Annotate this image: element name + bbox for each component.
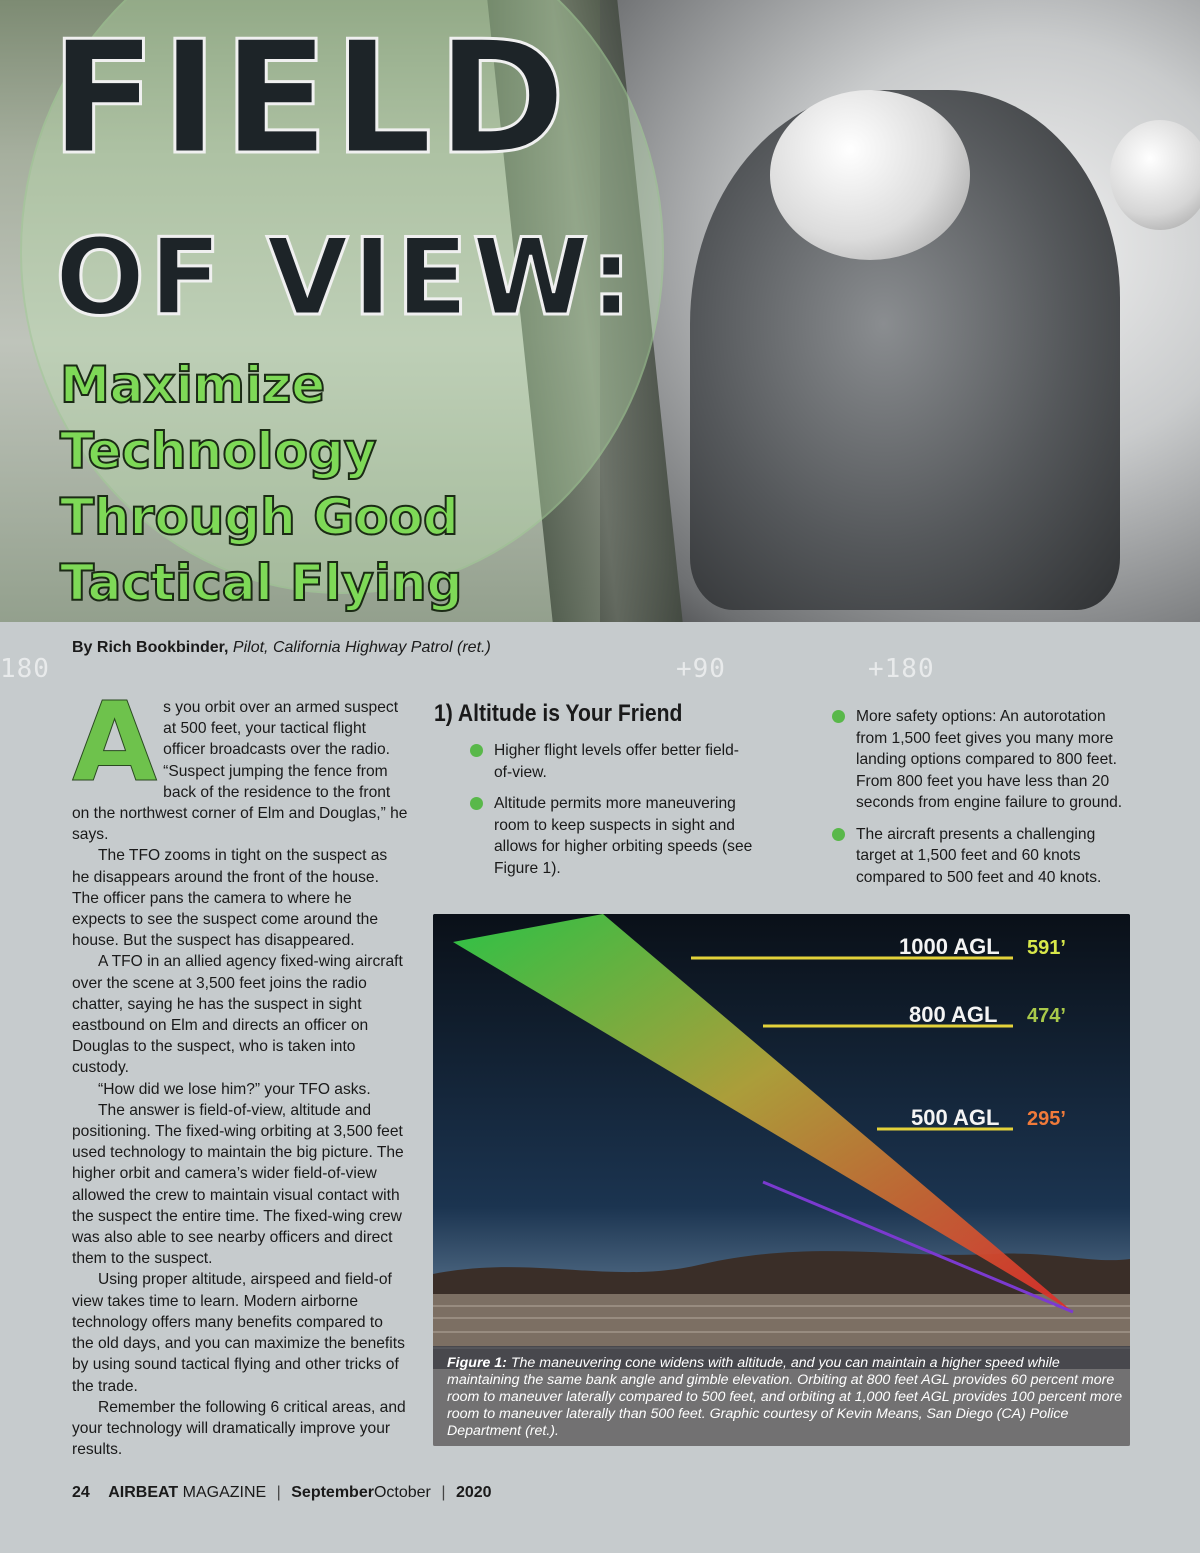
paragraph: A TFO in an allied agency fixed-wing aircraft over the scene at 3,500 feet joins the radio chatter, saying he has the suspect in sight eastbound on Elm and directs an officer on Douglas to the suspect, who is taken into custody. — [72, 953, 403, 1077]
byline — [72, 639, 491, 657]
paragraph: “How did we lose him?” your TFO asks. — [98, 1080, 371, 1098]
bullet-list-col2 — [470, 740, 755, 889]
paragraph: Using proper altitude, airspeed and field-of view takes time to learn. Modern airborne technology offers many benefits compared to the old days, and you can maximize the benefits by using sound tactical flying and other tricks of the trade. — [72, 1271, 405, 1395]
paragraph: Remember the following 6 critical areas, and your technology will dramatically improve your results. — [72, 1398, 406, 1459]
issue-month: October — [373, 1484, 431, 1501]
magazine-suffix: MAGAZINE — [182, 1484, 267, 1501]
magazine-brand: AIRBEAT — [108, 1484, 179, 1501]
figure-label-800: 800 AGL — [909, 1002, 998, 1027]
figure-caption — [447, 1355, 1123, 1440]
title-line-2: OF VIEW: — [55, 216, 637, 339]
caption-text: The maneuvering cone widens with altitude, and you can maintain a higher speed while maintaining the same bank angle and gimble elevation. Orbiting at 800 feet AGL provides 60 percent more room to maneuver laterally compared to 500 feet, and orbiting at 1,000 feet AGL provides 100 percent more room to maneuver laterally than 500 feet. Graphic courtesy of Kevin Means, San Diego (CA) Police Department (ret.). — [447, 1355, 1123, 1439]
subtitle — [60, 352, 640, 616]
author-role: Pilot, California Highway Patrol (ret.) — [232, 639, 491, 656]
hero-banner — [0, 0, 1200, 622]
article-body — [72, 678, 408, 1460]
bullet-item: Higher flight levels offer better field-of-view. — [470, 740, 755, 783]
paragraph: The TFO zooms in tight on the suspect as he disappears around the front of the house. The officer pans the camera to where he expects to see the suspect come around the house. But the suspect has disappeared. — [72, 847, 388, 950]
figure-value-500: 295’ — [1027, 1108, 1066, 1130]
subtitle-line-1: Maximize Technology — [60, 356, 377, 480]
author-name: By Rich Bookbinder, — [72, 639, 229, 656]
page-footer — [72, 1484, 492, 1502]
bullet-item: More safety options: An autorotation from 1,500 feet gives you many more landing options compared to 800 feet. From 800 feet you have less than 20 seconds from engine failure to ground. — [832, 706, 1132, 814]
subtitle-line-2: Through Good — [60, 488, 459, 546]
paragraph: The answer is field-of-view, altitude and positioning. The fixed-wing orbiting at 3,500 feet used technology to maintain the big picture. The higher orbit and camera’s wider field-of-view allowed the crew to maintain visual contact with the suspect the entire time. The fixed-wing crew was also able to see nearby officers and direct them to the suspect. — [72, 1101, 404, 1268]
caption-label: Figure 1: — [447, 1355, 507, 1371]
figure-label-500: 500 AGL — [911, 1105, 1000, 1130]
bullet-list-col3 — [832, 706, 1132, 898]
page-number: 24 — [72, 1484, 90, 1501]
figure-value-1000: 591’ — [1027, 937, 1066, 959]
issue-month-bold: September — [291, 1484, 374, 1501]
scale-mark: +90 — [676, 654, 726, 684]
paragraph: s you orbit over an armed suspect at 500 feet, your tactical flight officer broadcasts over the radio. “Suspect jumping the fence from back of the residence to the front on the northwest corner of Elm and Douglas,” he says. — [72, 699, 408, 844]
pilot-helmet — [770, 90, 970, 260]
bullet-item: The aircraft presents a challenging target at 1,500 feet and 60 knots compared to 500 feet and 40 knots. — [832, 824, 1132, 889]
issue-year: 2020 — [455, 1484, 492, 1501]
subtitle-line-3: Tactical Flying — [60, 554, 463, 612]
bullet-item: Altitude permits more maneuvering room to keep suspects in sight and allows for higher orbiting speeds (see Figure 1). — [470, 793, 755, 879]
title-line-1: FIELD — [50, 7, 571, 189]
copilot-helmet — [1110, 120, 1200, 230]
drop-cap: A — [72, 678, 158, 806]
footer-divider: | — [276, 1484, 281, 1501]
scale-mark: 180 — [0, 654, 50, 684]
footer-divider: | — [441, 1484, 446, 1501]
figure-value-800: 474’ — [1027, 1005, 1066, 1027]
section-heading: 1) Altitude is Your Friend — [434, 700, 683, 727]
figure-label-1000: 1000 AGL — [899, 934, 1000, 959]
scale-mark: +180 — [868, 654, 935, 684]
